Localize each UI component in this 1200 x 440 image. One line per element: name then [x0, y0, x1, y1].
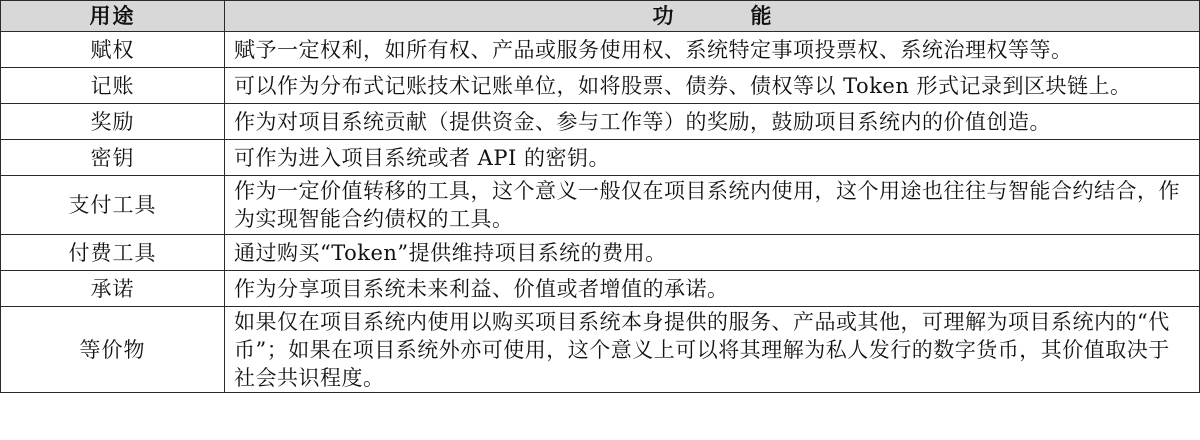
usage-cell: 赋权: [1, 32, 225, 68]
usage-cell: 密钥: [1, 140, 225, 176]
table-row: [1, 176, 1200, 235]
function-cell: 作为分享项目系统未来利益、价值或者增值的承诺。: [225, 271, 1200, 307]
function-cell: 如果仅在项目系统内使用以购买项目系统本身提供的服务、产品或其他，可理解为项目系统内的“代币”；如果在项目系统外亦可使用，这个意义上可以将其理解为私人发行的数字货币，其价值取决于社会共识程度。: [225, 307, 1200, 393]
usage-cell: 记账: [1, 68, 225, 104]
usage-cell: 支付工具: [1, 176, 225, 235]
table-row: [1, 32, 1200, 68]
usage-cell: 奖励: [1, 104, 225, 140]
function-cell: 赋予一定权利，如所有权、产品或服务使用权、系统特定事项投票权、系统治理权等等。: [225, 32, 1200, 68]
table-row: [1, 68, 1200, 104]
usage-cell: 付费工具: [1, 235, 225, 271]
usage-cell: 等价物: [1, 307, 225, 393]
table-row: [1, 104, 1200, 140]
function-cell: 作为对项目系统贡献（提供资金、参与工作等）的奖励，鼓励项目系统内的价值创造。: [225, 104, 1200, 140]
table-row: [1, 235, 1200, 271]
table-row: [1, 271, 1200, 307]
function-cell: 可作为进入项目系统或者 API 的密钥。: [225, 140, 1200, 176]
function-cell: 可以作为分布式记账技术记账单位，如将股票、债券、债权等以 Token 形式记录到区块链上。: [225, 68, 1200, 104]
header-function: 功 能: [225, 1, 1200, 32]
function-cell: 通过购买“Token”提供维持项目系统的费用。: [225, 235, 1200, 271]
function-cell: 作为一定价值转移的工具，这个意义一般仅在项目系统内使用，这个用途也往往与智能合约结合，作为实现智能合约债权的工具。: [225, 176, 1200, 235]
table-header-row: [1, 1, 1200, 32]
header-usage: 用途: [1, 1, 225, 32]
table-row: [1, 140, 1200, 176]
usage-cell: 承诺: [1, 271, 225, 307]
table-row: [1, 307, 1200, 393]
